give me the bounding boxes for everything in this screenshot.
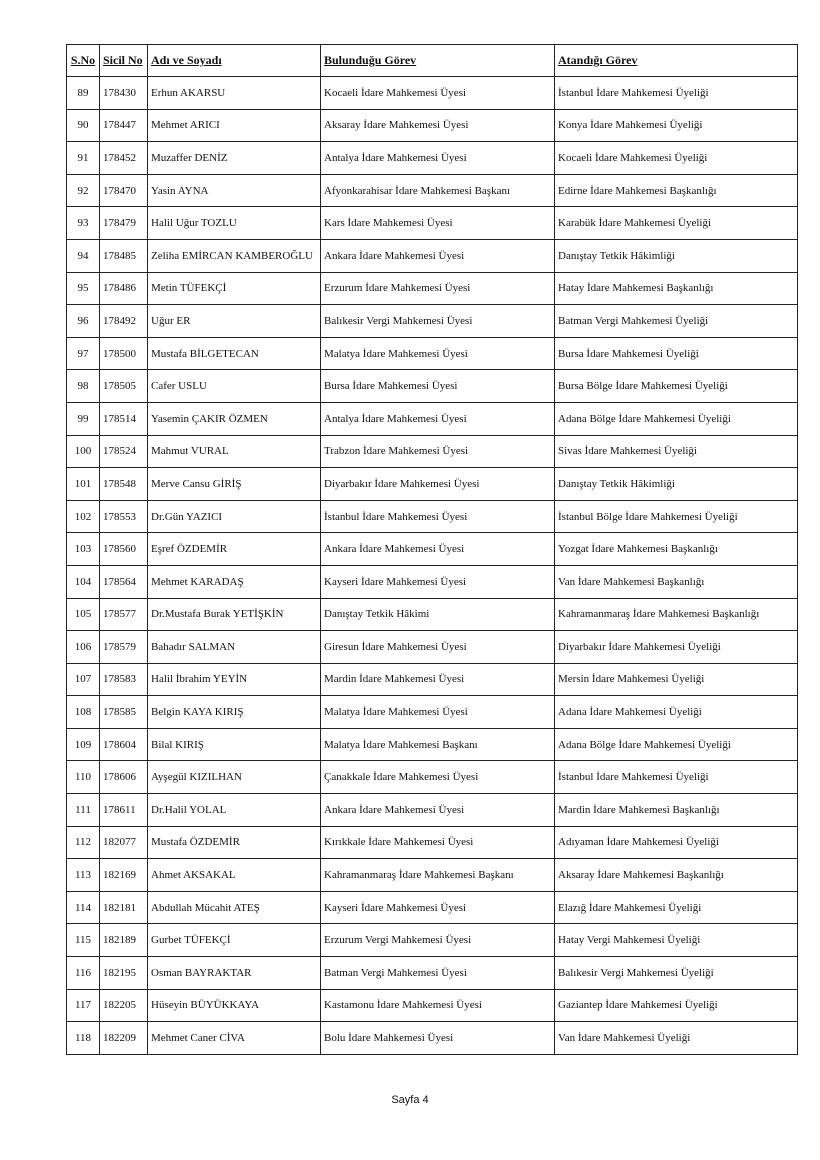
cell-name: Eşref ÖZDEMİR [148,533,321,566]
table-row [67,728,798,761]
cell-assigned-position: Balıkesir Vergi Mahkemesi Üyeliği [555,957,798,990]
table-row [67,924,798,957]
cell-name: Zeliha EMİRCAN KAMBEROĞLU [148,239,321,272]
cell-sicil-no: 178485 [100,239,148,272]
table-row [67,598,798,631]
cell-current-position: Kastamonu İdare Mahkemesi Üyesi [321,989,555,1022]
cell-sno: 101 [67,468,100,501]
table-row [67,239,798,272]
cell-name: Merve Cansu GİRİŞ [148,468,321,501]
cell-current-position: İstanbul İdare Mahkemesi Üyesi [321,500,555,533]
table-row [67,826,798,859]
cell-assigned-position: Adıyaman İdare Mahkemesi Üyeliği [555,826,798,859]
cell-sno: 89 [67,77,100,110]
cell-sicil-no: 178492 [100,305,148,338]
cell-sicil-no: 178548 [100,468,148,501]
cell-sicil-no: 178430 [100,77,148,110]
table-row [67,500,798,533]
cell-current-position: Trabzon İdare Mahkemesi Üyesi [321,435,555,468]
cell-current-position: Malatya İdare Mahkemesi Başkanı [321,728,555,761]
cell-sicil-no: 178611 [100,794,148,827]
cell-name: Uğur ER [148,305,321,338]
cell-assigned-position: Batman Vergi Mahkemesi Üyeliği [555,305,798,338]
cell-sicil-no: 178524 [100,435,148,468]
cell-assigned-position: Konya İdare Mahkemesi Üyeliği [555,109,798,142]
cell-sno: 102 [67,500,100,533]
cell-name: Osman BAYRAKTAR [148,957,321,990]
cell-current-position: Çanakkale İdare Mahkemesi Üyesi [321,761,555,794]
table-row [67,468,798,501]
table-row [67,337,798,370]
cell-name: Cafer USLU [148,370,321,403]
cell-current-position: Malatya İdare Mahkemesi Üyesi [321,696,555,729]
cell-name: Belgin KAYA KIRIŞ [148,696,321,729]
cell-name: Halil Uğur TOZLU [148,207,321,240]
cell-sicil-no: 182169 [100,859,148,892]
table-row [67,207,798,240]
table-row [67,174,798,207]
cell-current-position: Aksaray İdare Mahkemesi Üyesi [321,109,555,142]
cell-sno: 99 [67,402,100,435]
cell-assigned-position: Yozgat İdare Mahkemesi Başkanlığı [555,533,798,566]
cell-sicil-no: 178564 [100,565,148,598]
header-assigned-position: Atandığı Görev [555,45,798,77]
table-header-row [67,45,798,77]
cell-name: Mustafa BİLGETECAN [148,337,321,370]
cell-sno: 114 [67,891,100,924]
cell-current-position: Kahramanmaraş İdare Mahkemesi Başkanı [321,859,555,892]
cell-sicil-no: 178470 [100,174,148,207]
cell-assigned-position: Gaziantep İdare Mahkemesi Üyeliği [555,989,798,1022]
cell-current-position: Bursa İdare Mahkemesi Üyesi [321,370,555,403]
cell-sicil-no: 178486 [100,272,148,305]
cell-sicil-no: 178479 [100,207,148,240]
cell-sno: 111 [67,794,100,827]
cell-sno: 92 [67,174,100,207]
cell-sno: 90 [67,109,100,142]
cell-sno: 98 [67,370,100,403]
cell-current-position: Kocaeli İdare Mahkemesi Üyesi [321,77,555,110]
cell-current-position: Mardin İdare Mahkemesi Üyesi [321,663,555,696]
cell-assigned-position: Van İdare Mahkemesi Başkanlığı [555,565,798,598]
cell-assigned-position: Hatay İdare Mahkemesi Başkanlığı [555,272,798,305]
cell-current-position: Danıştay Tetkik Hâkimi [321,598,555,631]
cell-name: Ayşegül KIZILHAN [148,761,321,794]
cell-name: Bahadır SALMAN [148,631,321,664]
cell-name: Mehmet KARADAŞ [148,565,321,598]
cell-assigned-position: Danıştay Tetkik Hâkimliği [555,468,798,501]
appointment-table [66,44,798,1055]
cell-sicil-no: 178452 [100,142,148,175]
cell-current-position: Malatya İdare Mahkemesi Üyesi [321,337,555,370]
table-row [67,891,798,924]
cell-sno: 116 [67,957,100,990]
cell-sicil-no: 182195 [100,957,148,990]
cell-assigned-position: Elazığ İdare Mahkemesi Üyeliği [555,891,798,924]
table-row [67,957,798,990]
cell-sicil-no: 178583 [100,663,148,696]
cell-current-position: Erzurum Vergi Mahkemesi Üyesi [321,924,555,957]
cell-name: Hüseyin BÜYÜKKAYA [148,989,321,1022]
cell-assigned-position: İstanbul Bölge İdare Mahkemesi Üyeliği [555,500,798,533]
cell-sno: 117 [67,989,100,1022]
cell-assigned-position: Karabük İdare Mahkemesi Üyeliği [555,207,798,240]
cell-sno: 94 [67,239,100,272]
cell-current-position: Batman Vergi Mahkemesi Üyesi [321,957,555,990]
cell-sicil-no: 178447 [100,109,148,142]
cell-assigned-position: Adana Bölge İdare Mahkemesi Üyeliği [555,728,798,761]
table-row [67,631,798,664]
cell-sno: 100 [67,435,100,468]
table-row [67,565,798,598]
table-body [67,77,798,1055]
cell-name: Dr.Halil YOLAL [148,794,321,827]
cell-sicil-no: 178505 [100,370,148,403]
cell-name: Dr.Gün YAZICI [148,500,321,533]
cell-name: Bilal KIRIŞ [148,728,321,761]
table-row [67,859,798,892]
cell-sno: 104 [67,565,100,598]
cell-current-position: Antalya İdare Mahkemesi Üyesi [321,402,555,435]
cell-sno: 96 [67,305,100,338]
cell-assigned-position: Kahramanmaraş İdare Mahkemesi Başkanlığı [555,598,798,631]
cell-sno: 113 [67,859,100,892]
cell-sicil-no: 182189 [100,924,148,957]
cell-current-position: Diyarbakır İdare Mahkemesi Üyesi [321,468,555,501]
cell-sno: 108 [67,696,100,729]
cell-sno: 95 [67,272,100,305]
cell-name: Halil İbrahim YEYİN [148,663,321,696]
cell-assigned-position: Bursa Bölge İdare Mahkemesi Üyeliği [555,370,798,403]
header-current-position: Bulunduğu Görev [321,45,555,77]
cell-sno: 105 [67,598,100,631]
cell-sno: 97 [67,337,100,370]
cell-sno: 109 [67,728,100,761]
table-row [67,77,798,110]
table-row [67,402,798,435]
cell-assigned-position: Sivas İdare Mahkemesi Üyeliği [555,435,798,468]
cell-assigned-position: Kocaeli İdare Mahkemesi Üyeliği [555,142,798,175]
cell-sno: 103 [67,533,100,566]
table-row [67,272,798,305]
cell-current-position: Kırıkkale İdare Mahkemesi Üyesi [321,826,555,859]
cell-sno: 115 [67,924,100,957]
cell-sicil-no: 182181 [100,891,148,924]
cell-sicil-no: 178585 [100,696,148,729]
table-row [67,305,798,338]
cell-sicil-no: 178560 [100,533,148,566]
table-row [67,370,798,403]
cell-sno: 107 [67,663,100,696]
table-row [67,142,798,175]
cell-assigned-position: İstanbul İdare Mahkemesi Üyeliği [555,761,798,794]
table-row [67,761,798,794]
cell-name: Gurbet TÜFEKÇİ [148,924,321,957]
table-row [67,109,798,142]
cell-name: Mahmut VURAL [148,435,321,468]
cell-sicil-no: 178604 [100,728,148,761]
table-row [67,663,798,696]
cell-assigned-position: Edirne İdare Mahkemesi Başkanlığı [555,174,798,207]
cell-sicil-no: 178579 [100,631,148,664]
cell-assigned-position: Hatay Vergi Mahkemesi Üyeliği [555,924,798,957]
cell-sicil-no: 178500 [100,337,148,370]
cell-assigned-position: Van İdare Mahkemesi Üyeliği [555,1022,798,1055]
cell-sicil-no: 182209 [100,1022,148,1055]
cell-current-position: Bolu İdare Mahkemesi Üyesi [321,1022,555,1055]
cell-assigned-position: İstanbul İdare Mahkemesi Üyeliği [555,77,798,110]
cell-assigned-position: Adana Bölge İdare Mahkemesi Üyeliği [555,402,798,435]
cell-name: Mehmet ARICI [148,109,321,142]
cell-name: Yasin AYNA [148,174,321,207]
cell-current-position: Ankara İdare Mahkemesi Üyesi [321,533,555,566]
cell-assigned-position: Aksaray İdare Mahkemesi Başkanlığı [555,859,798,892]
cell-name: Ahmet AKSAKAL [148,859,321,892]
cell-assigned-position: Danıştay Tetkik Hâkimliği [555,239,798,272]
cell-current-position: Giresun İdare Mahkemesi Üyesi [321,631,555,664]
cell-name: Metin TÜFEKÇİ [148,272,321,305]
cell-sicil-no: 178553 [100,500,148,533]
cell-current-position: Antalya İdare Mahkemesi Üyesi [321,142,555,175]
cell-assigned-position: Mardin İdare Mahkemesi Başkanlığı [555,794,798,827]
table-row [67,1022,798,1055]
cell-current-position: Ankara İdare Mahkemesi Üyesi [321,794,555,827]
cell-current-position: Kayseri İdare Mahkemesi Üyesi [321,891,555,924]
cell-sicil-no: 178514 [100,402,148,435]
cell-sno: 118 [67,1022,100,1055]
cell-sno: 110 [67,761,100,794]
cell-name: Yasemin ÇAKIR ÖZMEN [148,402,321,435]
cell-assigned-position: Adana İdare Mahkemesi Üyeliği [555,696,798,729]
cell-sno: 93 [67,207,100,240]
header-sicil-no: Sicil No [100,45,148,77]
cell-current-position: Afyonkarahisar İdare Mahkemesi Başkanı [321,174,555,207]
header-sno: S.No [67,45,100,77]
table-row [67,533,798,566]
header-name: Adı ve Soyadı [148,45,321,77]
table-row [67,989,798,1022]
cell-sicil-no: 178577 [100,598,148,631]
cell-name: Mehmet Caner CİVA [148,1022,321,1055]
cell-name: Dr.Mustafa Burak YETİŞKİN [148,598,321,631]
cell-current-position: Kars İdare Mahkemesi Üyesi [321,207,555,240]
cell-current-position: Balıkesir Vergi Mahkemesi Üyesi [321,305,555,338]
cell-current-position: Kayseri İdare Mahkemesi Üyesi [321,565,555,598]
cell-name: Muzaffer DENİZ [148,142,321,175]
cell-sicil-no: 182205 [100,989,148,1022]
cell-current-position: Erzurum İdare Mahkemesi Üyesi [321,272,555,305]
cell-name: Erhun AKARSU [148,77,321,110]
table-row [67,435,798,468]
cell-name: Mustafa ÖZDEMİR [148,826,321,859]
cell-sicil-no: 178606 [100,761,148,794]
cell-sno: 91 [67,142,100,175]
cell-sno: 112 [67,826,100,859]
cell-assigned-position: Mersin İdare Mahkemesi Üyeliği [555,663,798,696]
table-row [67,794,798,827]
cell-assigned-position: Bursa İdare Mahkemesi Üyeliği [555,337,798,370]
cell-current-position: Ankara İdare Mahkemesi Üyesi [321,239,555,272]
cell-sicil-no: 182077 [100,826,148,859]
cell-assigned-position: Diyarbakır İdare Mahkemesi Üyeliği [555,631,798,664]
page-number: Sayfa 4 [391,1094,429,1106]
cell-sno: 106 [67,631,100,664]
table-row [67,696,798,729]
cell-name: Abdullah Mücahit ATEŞ [148,891,321,924]
